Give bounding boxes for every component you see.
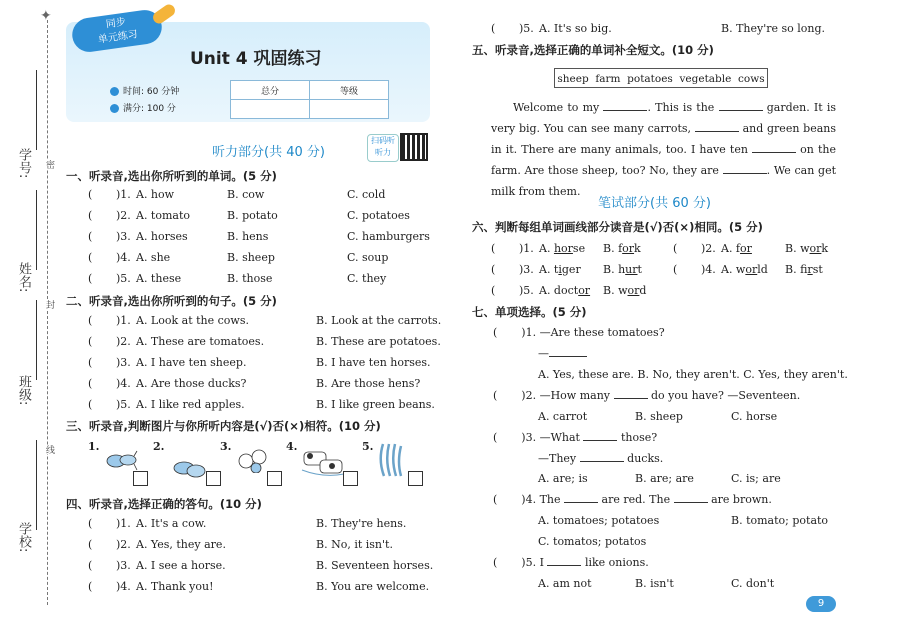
option-b <box>603 242 641 255</box>
margin-underline <box>36 440 37 530</box>
qr-code-icon[interactable] <box>400 133 428 161</box>
q1-options: A. Yes, these are. B. No, they aren't. C. Yes, they aren't. <box>538 368 848 381</box>
question-num: )5. <box>116 398 131 411</box>
paren: ( <box>493 389 498 402</box>
word-part: t <box>637 263 642 276</box>
underlined-part: or <box>740 242 752 255</box>
paren: ( <box>493 556 498 569</box>
option-b: B. Are those hens? <box>316 377 421 390</box>
paren: ( <box>88 335 93 348</box>
underlined-part: or <box>627 284 640 297</box>
option-b: B. These are potatoes. <box>316 335 441 348</box>
answer-blank[interactable] <box>583 440 617 441</box>
section-5-title: 五、听录音,选择正确的单词补全短文。(10 分) <box>472 43 714 57</box>
paren: ( <box>88 230 93 243</box>
underlined-part: h <box>553 242 562 255</box>
question-num: )1. <box>521 326 537 339</box>
paren: ( <box>88 272 93 285</box>
question-num: )3. <box>116 559 131 572</box>
option-b: B. I like green beans. <box>316 398 435 411</box>
section-1-title: 一、听录音,选出你所听到的单词。(5 分) <box>66 169 277 183</box>
answer-blank[interactable] <box>549 356 587 357</box>
answer-blank[interactable] <box>674 502 708 503</box>
check-icon <box>110 104 119 113</box>
star-icon: ✦ <box>40 8 52 24</box>
word-part: d <box>639 284 647 297</box>
option-b: B. isn't <box>635 577 674 590</box>
option-a: A. tomatoes; potatoes <box>538 514 660 527</box>
passage-part: and green beans in it. There are many animals, too. I have ten <box>491 122 837 156</box>
question-num: )5. <box>116 272 131 285</box>
margin-underline <box>36 190 37 270</box>
paren: ( <box>491 263 496 276</box>
option-a: A. Are those ducks? <box>136 377 247 390</box>
option-b: B. Seventeen horses. <box>316 559 434 572</box>
score-table <box>230 80 389 119</box>
question-num: )4. <box>521 493 537 506</box>
word-part: A. t <box>539 263 559 276</box>
option-a <box>539 263 581 276</box>
cut-mark-line: 线 <box>44 445 54 454</box>
cows-picture <box>300 440 346 480</box>
word-part: st <box>812 263 823 276</box>
paren: ( <box>88 188 93 201</box>
question-text: The <box>539 493 561 506</box>
picture-num: 1. <box>88 440 100 453</box>
page-number: 9 <box>806 596 836 612</box>
option-b: B. are; are <box>635 472 694 485</box>
question-num: )5. <box>521 556 537 569</box>
q3-stem <box>493 431 657 444</box>
paren: ( <box>88 580 93 593</box>
clock-icon <box>110 87 119 96</box>
page-title <box>190 44 322 69</box>
badge-line: 同步 <box>105 16 127 31</box>
picture-num: 2. <box>153 440 165 453</box>
option-a: A. carrot <box>538 410 588 423</box>
paren: ( <box>493 493 498 506</box>
passage-blank[interactable] <box>752 152 796 153</box>
option-a <box>721 242 752 255</box>
margin-underline <box>36 300 37 380</box>
word-part: ld <box>757 263 768 276</box>
option-b: B. those <box>227 272 273 285</box>
option-a <box>539 242 585 255</box>
option-b: B. I have ten horses. <box>316 356 431 369</box>
question-text: —They <box>538 452 577 465</box>
option-a: A. Yes, they are. <box>136 538 226 551</box>
scan-tag: 扫码听听力 <box>367 134 399 162</box>
option-b: B. You are welcome. <box>316 580 430 593</box>
answer-box[interactable] <box>133 471 148 486</box>
option-b: B. Look at the carrots. <box>316 314 442 327</box>
writing-section-title: 笔试部分(共 60 分) <box>598 196 711 211</box>
option-c: C. horse <box>731 410 778 423</box>
cut-mark-seal: 密 <box>44 160 54 169</box>
passage-part: . This is the <box>647 101 715 114</box>
answer-blank[interactable] <box>547 565 581 566</box>
question-text: do you have? —Seventeen. <box>651 389 801 402</box>
question-num: )4. <box>116 580 131 593</box>
option-a: A. how <box>136 188 175 201</box>
full-label: 满分: 100 分 <box>123 104 176 114</box>
score-cell[interactable] <box>231 100 310 119</box>
option-a: A. am not <box>538 577 592 590</box>
answer-box[interactable] <box>343 471 358 486</box>
paren: ( <box>88 538 93 551</box>
underlined-part: or <box>561 242 573 255</box>
question-num: )2. <box>521 389 537 402</box>
question-num: )4. <box>116 251 131 264</box>
score-header: 总分 <box>231 81 310 100</box>
question-num: )2. <box>701 242 716 255</box>
question-text: —What <box>539 431 580 444</box>
margin-label-class: 班级: <box>16 375 31 406</box>
hens-picture <box>236 443 270 473</box>
paren: ( <box>88 398 93 411</box>
passage-part: garden. It is very big. You can see many carrots, <box>491 101 837 135</box>
word-part: B. f <box>785 263 808 276</box>
margin-label-student-number: 学号: <box>16 148 31 179</box>
option-b <box>785 263 823 276</box>
paren: ( <box>673 263 678 276</box>
picture-num: 3. <box>220 440 232 453</box>
underlined-part: i <box>558 263 562 276</box>
word-part: A. <box>539 242 554 255</box>
paren: ( <box>88 209 93 222</box>
question-num: )1. <box>519 242 534 255</box>
q1-stem <box>493 326 665 339</box>
answer-blank[interactable] <box>580 461 624 462</box>
margin-label-school: 学校: <box>16 522 31 553</box>
question-text: I <box>539 556 544 569</box>
question-text: are brown. <box>711 493 772 506</box>
passage-part: on the farm. Are those sheep, too? No, they are <box>491 143 837 177</box>
word-part: A. doct <box>539 284 579 297</box>
option-a: A. These are tomatoes. <box>136 335 265 348</box>
option-c: C. is; are <box>731 472 781 485</box>
underlined-part: or <box>622 242 635 255</box>
option-a: A. It's so big. <box>539 22 612 35</box>
binding-dashed-line <box>47 20 48 605</box>
q5-stem <box>493 556 649 569</box>
option-b: B. tomato; potato <box>731 514 829 527</box>
option-a: A. I see a horse. <box>136 559 226 572</box>
passage-blank[interactable] <box>695 131 739 132</box>
passage-blank[interactable] <box>719 110 763 111</box>
paren: ( <box>88 559 93 572</box>
answer-blank[interactable] <box>564 502 598 503</box>
q1-answer-line <box>538 347 587 360</box>
option-b: B. sheep <box>635 410 683 423</box>
paren: ( <box>88 517 93 530</box>
option-a: A. I like red apples. <box>136 398 245 411</box>
question-text: are red. The <box>601 493 671 506</box>
word-part: se <box>572 242 586 255</box>
word-part: B. w <box>785 242 810 255</box>
question-text: —Are these tomatoes? <box>539 326 665 339</box>
option-c: C. hamburgers <box>347 230 430 243</box>
passage-part: Welcome to my <box>513 101 600 114</box>
passage-blank[interactable] <box>603 110 647 111</box>
paren: ( <box>88 314 93 327</box>
option-a <box>539 284 590 297</box>
option-a: A. horses <box>136 230 188 243</box>
option-c: C. potatoes <box>347 209 410 222</box>
option-b <box>785 242 828 255</box>
option-a: A. It's a cow. <box>136 517 207 530</box>
paren: ( <box>493 431 498 444</box>
time-info <box>110 84 179 97</box>
word-part: B. w <box>603 284 628 297</box>
question-num: )3. <box>116 230 131 243</box>
word-bank: sheep farm potatoes vegetable cows <box>554 68 768 88</box>
q2-stem <box>493 389 800 402</box>
word-part: B. h <box>603 263 626 276</box>
option-b: B. hens <box>227 230 269 243</box>
score-header: 等级 <box>310 81 389 100</box>
option-c: C. cold <box>347 188 386 201</box>
question-num: )3. <box>519 263 534 276</box>
word-part: A. w <box>721 263 746 276</box>
answer-box[interactable] <box>267 471 282 486</box>
option-a: A. these <box>136 272 182 285</box>
option-b <box>603 284 646 297</box>
badge-line: 单元练习 <box>97 29 139 46</box>
title-zh: 巩固练习 <box>253 49 322 69</box>
question-num: )3. <box>116 356 131 369</box>
listening-section-title: 听力部分(共 40 分) <box>212 145 325 160</box>
question-num: )2. <box>116 335 131 348</box>
passage-blank[interactable] <box>723 173 767 174</box>
passage-part: . We can get milk from them. <box>491 164 836 198</box>
paren: ( <box>88 377 93 390</box>
option-a <box>721 263 768 276</box>
option-b: B. potato <box>227 209 278 222</box>
word-part: ger <box>561 263 581 276</box>
option-a: A. Thank you! <box>136 580 214 593</box>
paren: ( <box>491 22 496 35</box>
question-num: )1. <box>116 517 131 530</box>
word-part: k <box>821 242 829 255</box>
question-text: those? <box>620 431 658 444</box>
section-4-title: 四、听录音,选择正确的答句。(10 分) <box>66 497 262 511</box>
question-num: )4. <box>701 263 716 276</box>
paren: ( <box>491 242 496 255</box>
option-a: A. tomato <box>136 209 191 222</box>
q3-line2 <box>538 452 663 465</box>
underlined-part: or <box>745 263 758 276</box>
section-7-title: 七、单项选择。(5 分) <box>472 305 587 319</box>
option-a: A. she <box>136 251 171 264</box>
section-3-title: 三、听录音,判断图片与你所听内容是(√)否(×)相符。(10 分) <box>66 419 381 433</box>
option-b: B. sheep <box>227 251 275 264</box>
question-num: )2. <box>116 538 131 551</box>
section-6-title: 六、判断每组单词画线部分读音是(√)否(×)相同。(5 分) <box>472 220 763 234</box>
option-c: C. don't <box>731 577 775 590</box>
question-num: )5. <box>519 284 534 297</box>
word-part: A. f <box>721 242 741 255</box>
answer-box[interactable] <box>206 471 221 486</box>
underlined-part: ir <box>807 263 813 276</box>
option-c: C. soup <box>347 251 389 264</box>
underlined-part: or <box>578 284 591 297</box>
q4-stem <box>493 493 772 506</box>
paren: ( <box>491 284 496 297</box>
question-num: )2. <box>116 209 131 222</box>
margin-label-name: 姓名: <box>16 262 31 293</box>
question-num: )3. <box>521 431 537 444</box>
paren: ( <box>673 242 678 255</box>
dash: — <box>538 347 549 360</box>
option-b: B. They're so long. <box>721 22 826 35</box>
option-b <box>603 263 642 276</box>
paren: ( <box>88 356 93 369</box>
paren: ( <box>493 326 498 339</box>
underlined-part: ur <box>625 263 638 276</box>
passage-text <box>491 97 836 202</box>
question-num: )1. <box>116 314 131 327</box>
question-text: like onions. <box>584 556 649 569</box>
underlined-part: or <box>809 242 822 255</box>
section-2-title: 二、听录音,选出你所听到的句子。(5 分) <box>66 294 277 308</box>
question-num: )5. <box>519 22 534 35</box>
full-score-info <box>110 101 176 114</box>
word-part: k <box>634 242 641 255</box>
option-b: B. cow <box>227 188 265 201</box>
paren: ( <box>88 251 93 264</box>
score-cell[interactable] <box>310 100 389 119</box>
title-en: Unit 4 <box>190 49 254 69</box>
option-b: B. They're hens. <box>316 517 407 530</box>
question-num: )1. <box>116 188 131 201</box>
answer-blank[interactable] <box>614 398 648 399</box>
option-c: C. they <box>347 272 387 285</box>
time-label: 时间: 60 分钟 <box>123 87 180 97</box>
picture-num: 5. <box>362 440 374 453</box>
margin-underline <box>36 70 37 150</box>
option-b: B. No, it isn't. <box>316 538 393 551</box>
question-num: )4. <box>116 377 131 390</box>
option-c: C. tomatos; potatos <box>538 535 647 548</box>
potato-picture <box>172 452 206 482</box>
option-a: A. Look at the cows. <box>136 314 249 327</box>
answer-box[interactable] <box>408 471 423 486</box>
option-a: A. I have ten sheep. <box>136 356 247 369</box>
question-text: —How many <box>539 389 611 402</box>
cut-mark-seal: 封 <box>44 300 54 309</box>
question-text: ducks. <box>627 452 664 465</box>
picture-num: 4. <box>286 440 298 453</box>
option-a: A. are; is <box>538 472 588 485</box>
word-part: B. f <box>603 242 623 255</box>
beans-picture <box>375 440 405 480</box>
